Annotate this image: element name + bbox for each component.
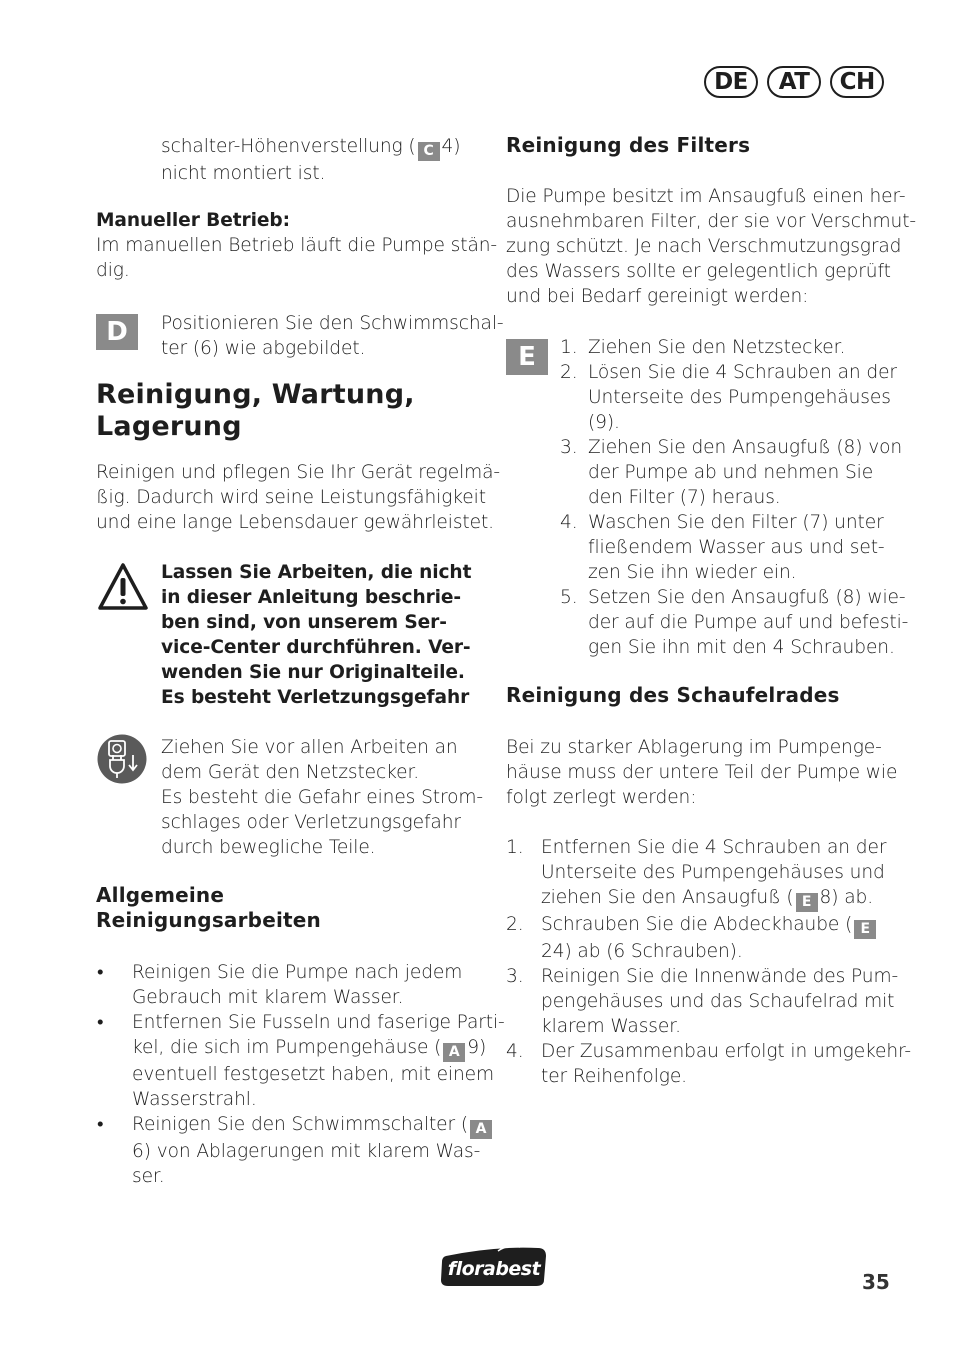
warning-triangle-icon	[97, 561, 149, 617]
intro-text: schalter-Höhenverstellung ( C 4) nicht montiert ist.	[161, 136, 461, 184]
figure-ref-badge: A	[470, 1120, 492, 1139]
list-item: 2. Schrauben Sie die Abdeckhaube ( E 24) ab (6 Schrauben).	[506, 912, 906, 964]
general-cleaning-title: Allgemeine Reinigungsarbeiten	[96, 883, 321, 932]
step-e-badge: E	[506, 339, 548, 375]
manual-mode-title: Manueller Betrieb:	[96, 210, 290, 231]
section-intro: Reinigen und pflegen Sie Ihr Gerät regelmä- ßig. Dadurch wird seine Leistungsfähigkeit und eine lange Lebensdauer gewährleistet.	[96, 462, 501, 533]
list-item: • Reinigen Sie den Schwimmschalter ( A 6) von Ablagerungen mit klarem Was- ser.	[97, 1112, 497, 1189]
list-item: 2. Lösen Sie die 4 Schrauben an der Unterseite des Pumpengehäuses (9).	[560, 362, 897, 433]
figure-ref-badge: E	[854, 920, 876, 939]
unplug-plug-icon	[96, 733, 148, 789]
figure-ref-badge: A	[443, 1043, 465, 1062]
list-item: 4. Waschen Sie den Filter (7) unter fließendem Wasser aus und set- zen Sie ihn wieder ein.	[560, 512, 885, 583]
general-cleaning-list	[97, 960, 505, 1189]
figure-ref-badge: E	[796, 893, 818, 912]
list-item: 3. Ziehen Sie den Ansaugfuß (8) von der Pumpe ab und nehmen Sie den Filter (7) heraus.	[560, 437, 903, 508]
impeller-title: Reinigung des Schaufelrades	[506, 683, 840, 707]
impeller-steps-list	[506, 835, 912, 1089]
list-item: • Reinigen Sie die Pumpe nach jedem Gebrauch mit klarem Wasser.	[97, 962, 463, 1008]
country-tags	[700, 66, 884, 98]
country-tag-de: DE	[704, 66, 758, 98]
warning-text: Lassen Sie Arbeiten, die nicht in dieser Anleitung beschrie- ben sind, von unserem Ser- vice-Center durchführen. Ver- wenden Sie nur Originalteile. Es besteht Verletzungsgefahr	[161, 562, 472, 708]
step-d-badge: D	[96, 314, 138, 350]
brand-logo	[438, 1244, 550, 1288]
manual-mode-block: Manueller Betrieb: Im manuellen Betrieb läuft die Pumpe stän- dig.	[96, 210, 498, 281]
list-item: • Entfernen Sie Fusseln und faserige Parti- kel, die sich im Pumpengehäuse ( A 9) eventuell festgesetzt haben, mit einem Wasserstrahl.	[97, 1012, 505, 1110]
unplug-text: Ziehen Sie vor allen Arbeiten an dem Gerät den Netzstecker. Es besteht die Gefahr eines Strom- schlages oder Verletzungsgefahr durch bewegliche Teile.	[161, 737, 483, 858]
section-title: Reinigung, Wartung, Lagerung	[96, 379, 415, 442]
list-item: 1. Ziehen Sie den Netzstecker.	[560, 337, 846, 358]
filter-title: Reinigung des Filters	[506, 133, 751, 157]
figure-ref-badge: C	[418, 142, 440, 161]
country-tag-ch: CH	[830, 66, 884, 98]
list-item: 5. Setzen Sie den Ansaugfuß (8) wie- der auf die Pumpe auf und befesti- gen Sie ihn mit den 4 Schrauben.	[560, 587, 909, 658]
page-number: 35	[862, 1270, 890, 1294]
filter-intro: Die Pumpe besitzt im Ansaugfuß einen her- ausnehmbaren Filter, der sie vor Verschmut- zung schützt. Je nach Verschmutzungsgrad des Wassers sollte er gelegentlich geprüft und bei Bedarf gereinigt werden:	[506, 186, 917, 307]
step-d-text: Positionieren Sie den Schwimmschal- ter (6) wie abgebildet.	[161, 313, 504, 359]
list-item: 1. Entfernen Sie die 4 Schrauben an der Unterseite des Pumpengehäuses und ziehen Sie den Ansaugfuß ( E 8) ab.	[506, 837, 887, 910]
impeller-intro: Bei zu starker Ablagerung im Pumpenge- häuse muss der untere Teil der Pumpe wie folgt zerlegt werden:	[506, 737, 898, 808]
brand-name: florabest	[447, 1258, 541, 1280]
list-item: 4. Der Zusammenbau erfolgt in umgekehr- ter Reihenfolge.	[506, 1041, 912, 1087]
country-tag-at: AT	[767, 66, 821, 98]
list-item: 3. Reinigen Sie die Innenwände des Pum- pengehäuses und das Schaufelrad mit klarem Wasser.	[506, 966, 899, 1037]
filter-steps-list	[560, 335, 909, 660]
